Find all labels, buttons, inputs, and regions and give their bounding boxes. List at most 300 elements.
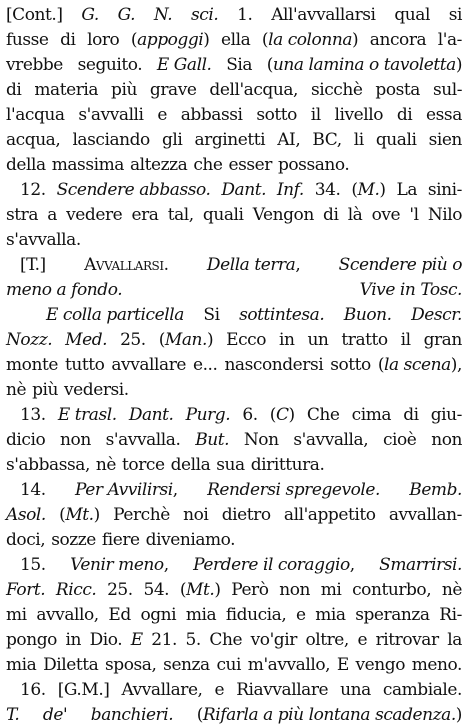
word xyxy=(6,428,45,453)
word-text: giu- xyxy=(430,405,462,425)
word-text: di xyxy=(323,205,339,225)
word-text: l'a- xyxy=(437,30,462,50)
word xyxy=(277,178,304,203)
word-text: quali xyxy=(375,130,417,150)
word-text: dicio xyxy=(6,430,46,450)
word-text: sotto xyxy=(330,355,371,375)
word-text: vrebbe xyxy=(6,55,63,75)
word xyxy=(237,3,252,28)
word-text: N. xyxy=(153,5,173,25)
text-line xyxy=(6,628,462,653)
text-line xyxy=(6,678,462,703)
word xyxy=(154,3,172,28)
word-text: oltre, xyxy=(305,630,349,650)
word xyxy=(131,28,210,53)
word-text: che xyxy=(193,155,223,175)
text-line xyxy=(6,478,462,503)
word xyxy=(32,378,58,403)
word xyxy=(439,603,462,628)
word xyxy=(130,153,187,178)
word-text: de' xyxy=(42,705,68,725)
word-text: della xyxy=(6,155,46,175)
word xyxy=(293,428,368,453)
word-text: ) xyxy=(203,30,210,50)
word xyxy=(215,678,225,703)
word xyxy=(226,603,286,628)
text-line xyxy=(6,53,462,78)
word xyxy=(203,303,219,328)
word xyxy=(151,628,177,653)
text-line xyxy=(6,403,462,428)
word xyxy=(91,703,173,728)
word-text: conturbo, xyxy=(352,580,432,600)
word xyxy=(43,653,98,678)
word-text: Però xyxy=(231,580,269,600)
word xyxy=(340,678,371,703)
word xyxy=(6,103,65,128)
word xyxy=(226,328,266,353)
word-text: C xyxy=(275,405,289,425)
word xyxy=(6,628,57,653)
word xyxy=(70,553,169,578)
word-text: livello xyxy=(334,105,384,125)
word xyxy=(65,353,104,378)
word-text: ), xyxy=(450,355,462,375)
word xyxy=(140,603,176,628)
word-text: nè xyxy=(6,380,27,400)
word xyxy=(111,78,137,103)
word-text: , xyxy=(172,480,178,500)
word-text: la scena xyxy=(384,355,451,375)
word xyxy=(429,128,462,153)
word xyxy=(375,78,420,103)
word-text: Avvallarsi. xyxy=(84,255,169,275)
word-text: 25. xyxy=(120,330,146,350)
word-text: fiere xyxy=(101,530,140,550)
word xyxy=(121,678,202,703)
word xyxy=(378,353,462,378)
word xyxy=(118,3,135,28)
word-text: cambiale. xyxy=(382,680,462,700)
word xyxy=(330,353,371,378)
word xyxy=(321,578,342,603)
word-text: Della terra xyxy=(206,255,296,275)
word xyxy=(360,278,462,303)
word xyxy=(242,403,257,428)
word xyxy=(60,428,91,453)
text-line xyxy=(6,203,462,228)
word xyxy=(251,628,297,653)
word xyxy=(344,303,392,328)
word xyxy=(351,178,385,203)
word-text: Dant. xyxy=(128,405,174,425)
word-text: ( xyxy=(269,405,276,425)
word xyxy=(209,78,298,103)
word-text: Rifarla a più lontana scadenza. xyxy=(202,705,456,725)
word-text: sotto xyxy=(256,105,297,125)
word xyxy=(6,378,26,403)
word-text: ( xyxy=(59,505,66,525)
word-text: Dio. xyxy=(89,630,123,650)
word xyxy=(105,653,156,678)
word xyxy=(20,478,46,503)
word xyxy=(106,428,181,453)
text-line xyxy=(6,228,462,253)
word xyxy=(267,53,462,78)
word-text: sozze xyxy=(51,530,96,550)
word-text: s'avvalla. xyxy=(6,230,81,250)
word xyxy=(171,453,211,478)
word-text: di xyxy=(396,105,413,125)
word xyxy=(279,578,310,603)
word-text: quali xyxy=(202,205,244,225)
text-line xyxy=(6,278,462,303)
word-text: 54. xyxy=(143,580,170,600)
word-text: non xyxy=(431,430,462,450)
word xyxy=(60,28,75,53)
word xyxy=(6,503,46,528)
word-text: La xyxy=(396,180,418,200)
word-text: la xyxy=(447,630,462,650)
word-text: Med. xyxy=(65,330,108,350)
text-line xyxy=(6,128,462,153)
word xyxy=(162,128,182,153)
word xyxy=(315,178,341,203)
text-line xyxy=(6,653,462,678)
word-text: BC, xyxy=(312,130,342,150)
word xyxy=(47,203,57,228)
word xyxy=(403,403,418,428)
word xyxy=(157,103,167,128)
word-text: , xyxy=(295,255,301,275)
word-text: Purg. xyxy=(185,405,231,425)
word-text: Nozz. xyxy=(6,330,53,350)
word-text: E xyxy=(336,655,349,675)
word-text: Descr. xyxy=(411,305,462,325)
word-text: noi xyxy=(183,505,209,525)
word-text: s'abbassa, xyxy=(6,455,90,475)
word xyxy=(203,203,244,228)
word-text: Si xyxy=(203,305,220,325)
word-text: sposa, xyxy=(105,655,157,675)
word-text: Perchè xyxy=(113,505,170,525)
word-text: e xyxy=(157,105,167,125)
word-text: ) xyxy=(379,180,386,200)
word xyxy=(231,578,268,603)
word xyxy=(57,178,211,203)
word-text: loro xyxy=(87,30,120,50)
word-text: But. xyxy=(195,430,230,450)
word xyxy=(221,28,250,53)
word xyxy=(197,703,462,728)
text-line xyxy=(6,553,462,578)
word-text: ogni xyxy=(140,605,177,625)
word xyxy=(66,628,82,653)
word-text: gli xyxy=(161,130,183,150)
word-text: sua xyxy=(216,455,245,475)
word xyxy=(354,128,364,153)
word-text: ( xyxy=(266,55,273,75)
word-text: gran xyxy=(423,330,462,350)
word xyxy=(424,328,462,353)
word-text: ( xyxy=(196,705,203,725)
word xyxy=(159,328,213,353)
word-text: 5. xyxy=(185,630,201,650)
word xyxy=(59,503,100,528)
word-text: seguito. xyxy=(77,55,143,75)
word-text: 34. xyxy=(314,180,341,200)
text-line xyxy=(6,528,462,553)
word-text: cui xyxy=(216,655,242,675)
word xyxy=(216,453,244,478)
word xyxy=(271,3,375,28)
word xyxy=(6,603,27,628)
word xyxy=(379,553,462,578)
word xyxy=(226,53,252,78)
word xyxy=(311,103,321,128)
word-text: non xyxy=(60,430,91,450)
word-text: ( xyxy=(261,30,269,50)
word-text: sini- xyxy=(427,180,462,200)
word xyxy=(262,28,358,53)
word-text: [Cont.] xyxy=(6,5,63,25)
word-text: massima xyxy=(51,155,124,175)
word-text: all'appetito xyxy=(283,505,376,525)
word xyxy=(58,403,117,428)
word-text: meno. xyxy=(411,655,462,675)
word xyxy=(193,353,217,378)
word-text: possano. xyxy=(277,155,350,175)
word-text: mi xyxy=(320,580,342,600)
word xyxy=(315,603,345,628)
word xyxy=(207,253,300,278)
word xyxy=(412,653,462,678)
text-line xyxy=(6,603,462,628)
word-text: pongo xyxy=(6,630,57,650)
word-text: vedere xyxy=(66,205,123,225)
word xyxy=(6,3,63,28)
text-line xyxy=(6,153,462,178)
word-text: mia xyxy=(185,605,217,625)
word xyxy=(75,478,178,503)
word-text: ) xyxy=(455,705,462,725)
word-text: a xyxy=(47,205,57,225)
word-text: s'avvalla, xyxy=(293,430,369,450)
word-text: era xyxy=(131,205,159,225)
word-text: stra xyxy=(6,205,39,225)
word xyxy=(370,28,426,53)
word xyxy=(355,603,429,628)
word-text: grave xyxy=(149,80,197,100)
word xyxy=(191,3,218,28)
word-text: 14. xyxy=(20,480,46,500)
word-text: Vive in Tosc. xyxy=(359,280,462,300)
word xyxy=(216,653,241,678)
word xyxy=(224,353,323,378)
word xyxy=(51,528,96,553)
word xyxy=(279,328,295,353)
word xyxy=(168,203,194,228)
word xyxy=(181,103,243,128)
word-text: Fort. xyxy=(6,580,46,600)
word xyxy=(20,178,46,203)
word xyxy=(87,28,119,53)
word-text: Smarrirsi. xyxy=(379,555,462,575)
word xyxy=(193,153,222,178)
word xyxy=(6,578,45,603)
word xyxy=(195,428,229,453)
word-text: altezza xyxy=(129,155,188,175)
word-text: cioè xyxy=(382,430,417,450)
word-text: Mt. xyxy=(186,580,215,600)
word-text: ove xyxy=(371,205,401,225)
word-text: monte xyxy=(6,355,58,375)
word-text: speranza xyxy=(355,605,430,625)
word xyxy=(337,653,349,678)
word xyxy=(278,153,349,178)
word xyxy=(6,278,122,303)
word-text: Scendere più o xyxy=(338,255,462,275)
word xyxy=(6,228,81,253)
word xyxy=(150,78,197,103)
word xyxy=(78,103,143,128)
word-text: acqua, xyxy=(6,130,61,150)
word xyxy=(64,378,129,403)
word xyxy=(251,453,325,478)
word-text: ) xyxy=(93,505,100,525)
word-text: s'avvalla. xyxy=(105,430,181,450)
word-text: ella xyxy=(221,30,251,50)
word-text: una lamina o tavoletta xyxy=(272,55,456,75)
word xyxy=(394,3,430,28)
word xyxy=(244,428,279,453)
word xyxy=(426,103,462,128)
word-text: vo'gir xyxy=(250,630,297,650)
word xyxy=(6,153,46,178)
word-text: mia xyxy=(315,605,346,625)
word xyxy=(311,78,363,103)
word xyxy=(131,203,158,228)
word xyxy=(431,428,462,453)
word-text: Bemb. xyxy=(409,480,462,500)
word xyxy=(248,653,330,678)
word-text: G. xyxy=(81,5,99,25)
word xyxy=(20,553,46,578)
word xyxy=(20,403,46,428)
word xyxy=(6,203,38,228)
word-text: ancora xyxy=(369,30,427,50)
word xyxy=(107,578,133,603)
word-text: E xyxy=(130,630,143,650)
word-text: qual xyxy=(394,5,430,25)
word-text: doci, xyxy=(6,530,46,550)
text-line xyxy=(6,328,462,353)
word-text: sul- xyxy=(432,80,462,100)
word-text: , xyxy=(349,555,355,575)
word-text: ( xyxy=(351,180,358,200)
word xyxy=(84,253,169,278)
word xyxy=(102,528,140,553)
word xyxy=(120,328,146,353)
word-text: mi xyxy=(6,605,27,625)
word xyxy=(270,403,295,428)
word xyxy=(207,478,380,503)
word xyxy=(186,403,231,428)
word-text: Buon. xyxy=(343,305,392,325)
word-text: E colla particella xyxy=(46,305,184,325)
word-text: Mt. xyxy=(65,505,94,525)
word-text: in xyxy=(65,630,81,650)
word xyxy=(305,628,348,653)
word-text: ( xyxy=(377,355,384,375)
word-text: materia xyxy=(34,80,99,100)
word-text: cima xyxy=(351,405,392,425)
word-text: di xyxy=(6,80,22,100)
text-line xyxy=(6,578,462,603)
word xyxy=(449,3,462,28)
word xyxy=(307,328,328,353)
word-text: [T.] xyxy=(20,255,46,275)
word xyxy=(108,603,130,628)
word-text: non xyxy=(279,580,311,600)
word xyxy=(129,403,174,428)
word-text: una xyxy=(340,680,371,700)
word xyxy=(323,203,338,228)
word-text: 15. xyxy=(20,555,46,575)
word xyxy=(65,328,107,353)
word-text: dell'acqua, xyxy=(209,80,298,100)
word xyxy=(20,678,46,703)
word-text: vengo xyxy=(355,655,405,675)
word-text: T. xyxy=(6,705,20,725)
word-text: nascondersi xyxy=(224,355,324,375)
word-text: avvallan- xyxy=(388,505,462,525)
word-text: il xyxy=(400,330,411,350)
word-text: ) xyxy=(352,30,359,50)
word-text: più xyxy=(32,380,59,400)
word-text: arginetti xyxy=(194,130,266,150)
word-text: fiducia, xyxy=(225,605,287,625)
word-text: più xyxy=(111,80,137,100)
word xyxy=(277,128,300,153)
word-text: Dant. xyxy=(221,180,267,200)
word-text: Ed xyxy=(108,605,131,625)
word-text: tal, xyxy=(167,205,194,225)
word xyxy=(442,578,462,603)
word-text: nè xyxy=(95,455,117,475)
word-text: Scendere abbasso. xyxy=(56,180,211,200)
word xyxy=(186,628,201,653)
word-text: dietro xyxy=(221,505,271,525)
word xyxy=(372,203,401,228)
word xyxy=(428,203,462,228)
word-text: Inf. xyxy=(276,180,304,200)
word xyxy=(438,28,462,53)
word-text: e xyxy=(214,680,225,700)
text-line xyxy=(6,303,462,328)
word-text: fusse xyxy=(6,30,49,50)
word xyxy=(43,703,67,728)
word xyxy=(433,78,462,103)
word xyxy=(58,678,110,703)
word-text: Che xyxy=(306,405,340,425)
word-text: dirittura. xyxy=(250,455,325,475)
word xyxy=(186,603,216,628)
word-text: lasciando xyxy=(72,130,150,150)
word-text: 'l xyxy=(409,205,419,225)
word xyxy=(34,78,98,103)
word xyxy=(357,628,367,653)
